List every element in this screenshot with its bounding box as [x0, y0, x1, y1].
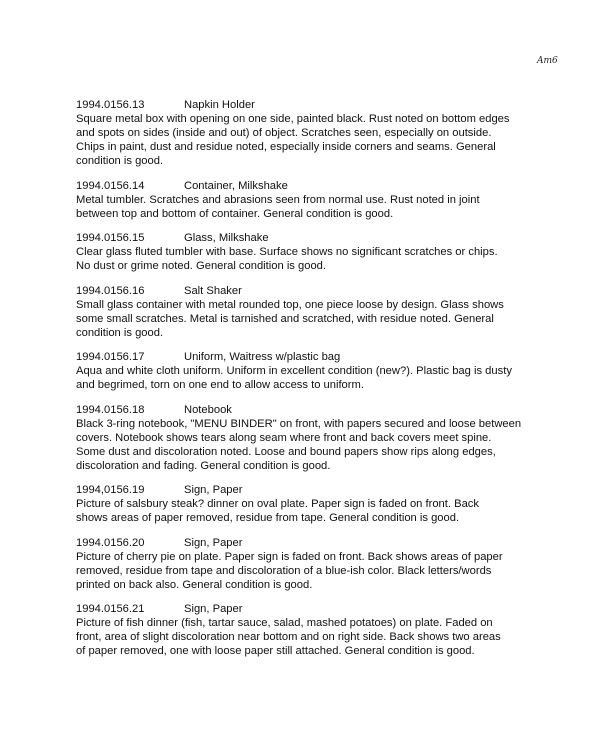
description-line: Picture of cherry pie on plate. Paper sign is faded on front. Back shows areas of paper [76, 550, 503, 563]
description-line: Chips in paint, dust and residue noted, especially inside corners and seams. General [76, 141, 496, 153]
entry-description [76, 497, 576, 525]
description-line: and begrimed, torn on one end to allow access to uniform. [76, 379, 364, 391]
entry-title: Glass, Milkshake [184, 232, 269, 244]
description-line: and spots on sides (inside and out) of object. Scratches seen, especially on outside. [76, 127, 492, 139]
entry-description [76, 616, 576, 658]
entry-title: Sign, Paper [184, 484, 243, 496]
description-line: removed, residue from tape and discoloration of a blue-ish color. Black letters/words [76, 564, 492, 577]
entry-header [76, 403, 576, 417]
entry-header [76, 536, 576, 550]
entry-id: 1994.0156.14 [76, 179, 145, 192]
entry-title: Sign, Paper [184, 603, 243, 615]
description-line: Square metal box with opening on one side, painted black. Rust noted on bottom edges [76, 113, 510, 125]
entry-description [76, 193, 576, 221]
entry-id: 1994.0156.15 [76, 232, 145, 244]
entry-description [76, 364, 576, 392]
entry-header [76, 284, 576, 298]
catalog-entry [76, 179, 576, 221]
catalog-entry [76, 98, 576, 168]
entry-header [76, 602, 576, 616]
description-line: No dust or grime noted. General condition is good. [76, 260, 326, 272]
entry-title: Napkin Holder [184, 99, 255, 111]
description-line: Clear glass fluted tumbler with base. Surface shows no significant scratches or chips. [76, 246, 498, 258]
description-line: Picture of salsbury steak? dinner on oval plate. Paper sign is faded on front. Back [76, 498, 479, 510]
description-line: between top and bottom of container. General condition is good. [76, 207, 394, 220]
entry-id: 1994.0156.21 [76, 603, 145, 615]
entry-title: Notebook [184, 403, 232, 416]
description-line: discoloration and fading. General condition is good. [76, 459, 331, 472]
entry-title: Container, Milkshake [184, 179, 288, 192]
description-line: Picture of fish dinner (fish, tartar sauce, salad, mashed potatoes) on plate. Faded on [76, 617, 493, 629]
entry-title: Uniform, Waitress w/plastic bag [184, 351, 341, 363]
description-line: condition is good. [76, 155, 164, 167]
description-line: covers. Notebook shows tears along seam where front and back covers meet spine. [76, 431, 492, 444]
description-line: Small glass container with metal rounded top, one piece loose by design. Glass shows [76, 298, 504, 311]
description-line: Aqua and white cloth uniform. Uniform in excellent condition (new?). Plastic bag is dusty [76, 365, 512, 377]
description-line: Some dust and discoloration noted. Loose and bound papers show rips along edges, [76, 445, 496, 458]
entry-id: 1994.0156.13 [76, 99, 145, 111]
entry-id: 1994.0156.16 [76, 284, 145, 297]
catalog-entries [76, 98, 576, 669]
description-line: shows areas of paper removed, residue from tape. General condition is good. [76, 512, 460, 524]
entry-description [76, 298, 576, 340]
entry-header [76, 179, 576, 193]
entry-title: Sign, Paper [184, 536, 243, 549]
entry-description [76, 245, 576, 273]
catalog-entry [76, 403, 576, 473]
description-line: some small scratches. Metal is tarnished and scratched, with residue noted. General [76, 312, 494, 325]
entry-id: 1994.0156.17 [76, 351, 145, 363]
description-line: of paper removed, one with loose paper still attached. General condition is good. [76, 645, 475, 657]
corner-handwritten-note: Am6 [537, 56, 558, 66]
entry-description [76, 112, 576, 168]
entry-id: 1994.0156.18 [76, 403, 145, 416]
entry-header [76, 98, 576, 112]
description-line: printed on back also. General condition is good. [76, 578, 313, 591]
description-line: Black 3-ring notebook, "MENU BINDER" on front, with papers secured and loose between [76, 417, 522, 430]
entry-id: 1994.0156.20 [76, 536, 145, 549]
entry-title: Salt Shaker [184, 284, 242, 297]
entry-description [76, 417, 576, 473]
catalog-entry [76, 602, 576, 658]
description-line: front, area of slight discoloration near bottom and on right side. Back shows two areas [76, 631, 501, 643]
entry-header [76, 350, 576, 364]
entry-header [76, 231, 576, 245]
catalog-entry [76, 350, 576, 392]
entry-description [76, 550, 576, 592]
description-line: Metal tumbler. Scratches and abrasions seen from normal use. Rust noted in joint [76, 193, 480, 206]
catalog-entry [76, 231, 576, 273]
description-line: condition is good. [76, 326, 164, 339]
catalog-entry [76, 536, 576, 592]
entry-header [76, 483, 576, 497]
entry-id: 1994,0156.19 [76, 484, 145, 496]
catalog-entry [76, 483, 576, 525]
catalog-entry [76, 284, 576, 340]
